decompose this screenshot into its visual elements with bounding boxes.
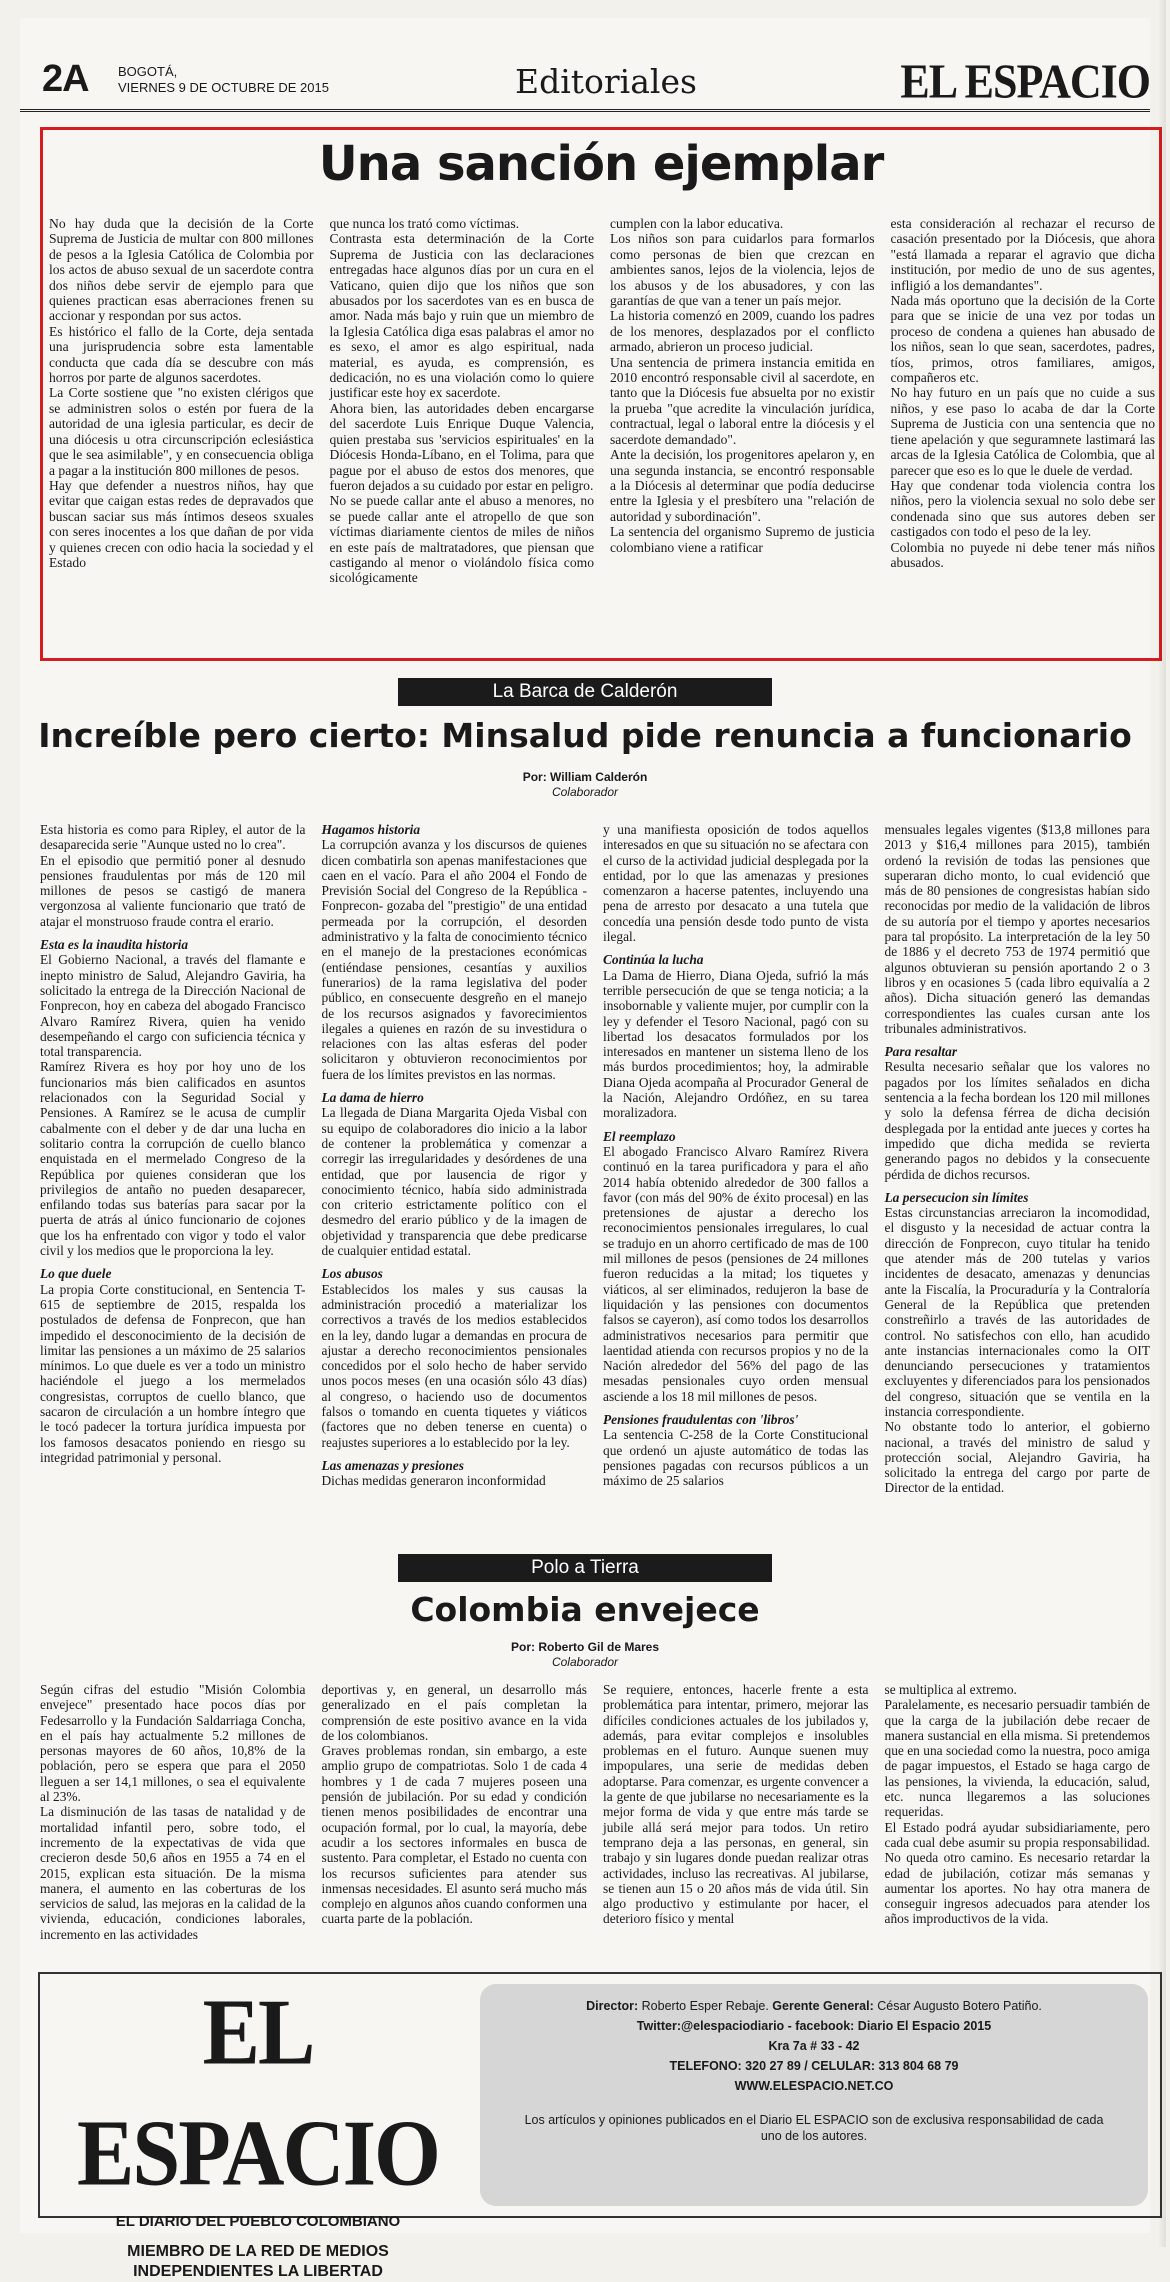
subheading: El reemplazo: [603, 1128, 676, 1144]
address-line: Kra 7a # 33 - 42: [768, 2039, 860, 2053]
byline-author: Por: William Calderón: [522, 770, 648, 784]
article-column: [40, 1682, 306, 1960]
director-name: Roberto Esper Rebaje.: [641, 1999, 769, 2013]
dateline: [118, 64, 329, 96]
paragraph: Establecidos los males y sus causas la administración procedió a materializar los correctivos a través de los medios establecidos en la ley, dando lugar a demandas en procura de ajustar a derecho reconocimientos pensionales concedidos por el solo hecho de haber servido unos pocos meses (en una ocasión sólo 43 días) al congreso, o haciendo uso de documentos falsos o tomando en cuenta tiquetes y viáticos (factores que no deben tenerse en cuenta) o reajustes superiores a lo establecido por la ley.: [321, 1281, 587, 1450]
manager-name: César Augusto Botero Patiño.: [877, 1999, 1042, 2013]
paragraph: El Gobierno Nacional, a través del flamante e inepto ministro de Salud, Alejandro Gaviria, ha solicitado la entrega de la Dirección Nacional de Fonprecon, hoy en cabeza del abogado Francisco Alvaro Ramírez Rivera, quien ha venido desempeñando el cargo con suficiencia técnica y total transparencia.: [40, 952, 306, 1060]
article-column: [603, 822, 869, 1542]
byline-author: Por: Roberto Gil de Mares: [510, 1640, 660, 1654]
column-kicker: La Barca de Calderón: [398, 678, 772, 706]
paragraph: deportivas y, en general, un desarrollo más generalizado en el país completan la comprensión de este positivo avance en la vida de los colombianos.: [321, 1682, 587, 1743]
editorial-column: [891, 216, 1156, 656]
paragraph: El Estado podrá ayudar subsidiariamente, pero cada cual debe asumir su propia responsabilidad. No queda otro camino. Es necesario retardar la edad de jubilación, cotizar más semanas y aumentar los aportes. No hay otra manera de conseguir ingresos adecuados para atender los años improductivos de la vida.: [884, 1819, 1150, 1927]
paragraph: Hay que condenar toda violencia contra los niños, pero la violencia sexual no solo debe ser condenada sino que sus autores deben ser castigados con todo el peso de la ley.: [890, 477, 1155, 540]
paragraph: Los niños son para cuidarlos para formarlos como personas de bien que crezcan en ambientes sanos, lejos de la violencia, lejos de los abusos y de los abusadores, y con las garantías de que van a tener un país mejor.: [610, 231, 875, 309]
article-headline: Colombia envejece: [410, 1590, 760, 1629]
paragraph: No se puede callar ante el abuso a menores, no se puede callar ante el atropello de que son víctimas diariamente cientos de miles de niños en este país de maltratadores, que piensan que castigando al menor o violándolo física como sicológicamente: [329, 493, 594, 586]
article-column: [885, 822, 1151, 1542]
subheading: La dama de hierro: [321, 1090, 424, 1106]
editorial-column: [49, 216, 314, 656]
paragraph: Según cifras del estudio "Misión Colombia envejece" presentado hace pocos días por Fedesarrollo y la Fundación Saldarriaga Concha, en el país hay actualmente 5.2 millones de personas mayores de 60 años, 10,8% de la población, pero se espera que para el 2050 lleguen a ser 14,1 millones, o sea el equivalente al 23%.: [40, 1682, 306, 1805]
paragraph: esta consideración al rechazar el recurso de casación presentado por la Diócesis, que ahora "está llamada a reparar el agravio que dicha institución, por medio de uno de sus agentes, infligió a los demandantes".: [890, 216, 1155, 293]
footer-network: MIEMBRO DE LA RED DE MEDIOS INDEPENDIENTES LA LIBERTAD: [127, 2243, 389, 2280]
byline-role: Colaborador: [551, 785, 619, 799]
paragraph: La sentencia del organismo Supremo de justicia colombiano viene a ratificar: [610, 524, 875, 555]
paragraph: La Dama de Hierro, Diana Ojeda, sufrió la más terrible persecución de que se tenga noticia; a la insobornable y valiente mujer, por cumplir con la ley y defender el Tesoro Nacional, pagó con su libertad los desacatos formulados por los interesados en mantener un sistema lleno de los más burdos procedimientos; hoy, la admirable Diana Ojeda acompaña al Procurador General de la Nación, Alejandro Ordóñez, en su tarea moralizadora.: [603, 967, 869, 1121]
subheading: Para resaltar: [884, 1044, 958, 1060]
paragraph: La propia Corte constitucional, en Sentencia T-615 de septiembre de 2015, respalda los postulados de defensa de Fonprecon, que han impedido el desconocimiento de la decisión de limitar las pensiones a un máximo de 25 salarios mínimos. Lo que duele es ver a todo un ministro haciéndole el juego a los mermelados congresistas, corruptos de cuello blanco, que sacaron de circulación a un hombre íntegro que le tocó padecer la tortura jurídica impuesta por los famosos desacatos poniendo en riesgo su integridad patrimonial y personal.: [40, 1281, 306, 1465]
social-line: Twitter:@elespaciodiario - facebook: Diario El Espacio 2015: [636, 2019, 992, 2033]
editorial-column: [610, 216, 875, 656]
paragraph: No hay futuro en un país que no cuide a sus niños, y ese paso lo acaba de dar la Corte Suprema de Justicia con una sentencia que no tiene apelación y que seguramnete lastimará las arcas de la Iglesia Católica de Colombia, que al parecer que eso es lo que le duele de verdad.: [890, 385, 1155, 478]
subheading: La persecucion sin límites: [884, 1189, 1029, 1205]
paragraph: Resulta necesario señalar que los valores no pagados por los límites señalados en dicha sentencia a la fecha bordean los 120 mil millones y solo la defensa férrea de dicha decisión desplegada por la entidad ante jueces y cortes ha impedido que dicha medida se revierta generando pagos no debidos y la consecuente pérdida de dichos recursos.: [884, 1059, 1150, 1182]
paragraph: Esta historia es como para Ripley, el autor de la desaparecida serie "Aunque usted no lo crea".: [40, 822, 306, 853]
credits-line: [480, 1996, 1148, 2016]
dateline-city: BOGOTÁ,: [118, 64, 178, 79]
byline: [20, 1640, 1150, 1670]
paragraph: y una manifiesta oposición de todos aquellos interesados en que su situación no se afectara con el curso de la actividad judicial desplegada por la entidad, por lo que las amenazas y presiones comenzaron a hacerse patentes, incluyendo una pena de arresto por desacato a una tutela que concedía una pensión desde todo punto de vista ilegal.: [603, 822, 869, 945]
paragraph: se multiplica al extremo.: [884, 1682, 1017, 1697]
footer-logo: EL ESPACIO: [77, 1978, 439, 2206]
subheading: Pensiones fraudulentas con 'libros': [603, 1411, 799, 1427]
subheading: Hagamos historia: [321, 822, 421, 837]
paragraph: Es histórico el fallo de la Corte, deja sentada una jurisprudencia sobre esta lamentable conducta que cada día se descubre con más horros por parte de algunos sacerdotes.: [49, 323, 314, 386]
article-column: [322, 822, 588, 1542]
article-columns: [40, 1682, 1150, 1960]
footer-box: [38, 1972, 1162, 2280]
paragraph: La corrupción avanza y los discursos de quienes dicen combatirla son apenas manifestaciones que caen en el vacío. Para el año 2004 el Fondo de Previsión Social del Congreso de la República - Fonprecon- gozaba del "prestigio" de una entidad permeada por la corrupción, el desorden administrativo y la falta de conocimiento técnico en el manejo de la prestaciones económicas (entiéndase pensiones, cesantías y auxilios funerarios) de la rama legislativa del poder público, en consecuente desgreño en el manejo de los recursos asignados y favorecimientos ilegales a quienes en razón de su investidura o relaciones con las altas esferas del poder solicitaron y obtuvieron reconocimientos por fuera de los límites previstos en las normas.: [321, 837, 587, 1082]
subheading: Lo que duele: [40, 1266, 112, 1282]
masthead: [20, 8, 1150, 112]
editorial-column: [330, 216, 595, 656]
dateline-date: VIERNES 9 DE OCTUBRE DE 2015: [118, 80, 329, 95]
footer-brand: [56, 1978, 460, 2282]
subheading: Continúa la lucha: [603, 952, 704, 968]
paragraph: Ahora bien, las autoridades deben encargarse del sacerdote Luis Enrique Duque Valencia, quien prestaba sus 'servicios espirituales' en la Diócesis Honda-Líbano, en el Tolima, para que pague por el abuso de estos dos menores, que fueron dejados a su cuidado por estar en peligro.: [329, 400, 594, 493]
paragraph: En el episodio que permitió poner al desnudo pensiones fraudulentas por más de 120 mil millones de pesos se castigó de manera vergonzosa al valiente funcionario que trató de atajar el monstruoso fraude contra el erario.: [40, 852, 306, 929]
page-number: 2A: [42, 58, 89, 100]
paragraph: La disminución de las tasas de natalidad y de mortalidad infantil pero, sobre todo, el incremento de la expectativas de vida que crecieron desde 50,6 años en 1955 a 74 en el 2015, explican esta situación. De la misma manera, el aumento en las coberturas de los servicios de salud, las mejoras en la calidad de la vivienda, educación, condiciones laborales, incremento en las actividades: [40, 1804, 306, 1942]
paragraph: Colombia no puyede ni debe tener más niños abusados.: [890, 539, 1155, 570]
paragraph: Se requiere, entonces, hacerle frente a esta problemática para intentar, primero, mejorar las difíciles condiciones actuales de los jubilados y, además, para evitar complejos e insolubles problemas en el futuro. Aunque suenen muy impopulares, una serie de medidas deben adoptarse. Para comenzar, es urgente convencer a la gente de que jubilarse no necesariamente es la mejor forma de vida y que entre más tarde se jubile allá será mejor para todos. Un retiro temprano deja a las personas, en general, sin trabajo y sin lugares donde puedan realizar otras actividades, incluso las recreativas. Al jubilarse, se tienen aun 15 o 20 años más de vida útil. Sin algo productivo y estimulante por hacer, el deterioro físico y mental: [603, 1682, 869, 1927]
paragraph: La sentencia C-258 de la Corte Constitucional que ordenó un ajuste automático de todas las pensiones pagadas con recursos públicos a un máximo de 25 salarios: [603, 1427, 869, 1489]
article-column: [322, 1682, 588, 1960]
paragraph: Contrasta esta determinación de la Corte Suprema de Justicia con las declaraciones entregadas hace algunos días por un cura en el Vaticano, quien dijo que los niños que son abusados por los sacerdotes van es en busca de amor. Nada más bajo y ruin que un miembro de la Iglesia Católica diga esas palabras el amor no es sexo, el amor es algo espiritual, nada material, es ayuda, es comprensión, es dedicación, no es una violación como lo quiere justificar este hoy ex sacerdote.: [329, 231, 594, 401]
page-fold-shadow: [1158, 0, 1166, 2247]
article-columns: [40, 822, 1150, 1542]
byline-role: Colaborador: [551, 1655, 619, 1669]
editorial-columns: [49, 216, 1155, 656]
paragraph: Nada más oportuno que la decisión de la Corte para que se inicie de una vez por todas un proceso de condena a quienes han abusado de los niños, sean lo que sean, sacerdotes, padres, tíos, primos, otros familiares, amigos, compañeros etc.: [890, 293, 1155, 386]
paragraph: Hay que defender a nuestros niños, hay que evitar que caigan estas redes de depravados que buscan saciar sus más íntimos deseos sxuales con seres inocentes a los que dañan de por vida y quienes crecen con odio hacia la sociedad y el Estado: [49, 477, 314, 570]
byline: [20, 770, 1150, 800]
article-column: [603, 1682, 869, 1960]
article-headline: Increíble pero cierto: Minsalud pide renuncia a funcionario: [38, 716, 1132, 755]
editorial-box: [40, 127, 1162, 661]
paragraph: Una sentencia de primera instancia emitida en 2010 encontró responsable civil al sacerdote, en tanto que la Diócesis fue absuelta por no existir la prueba "que acredite la vinculación jurídica, contractual, legal o laboral entre la diócesis y el sacerdote demandado".: [610, 354, 875, 447]
subheading: Los abusos: [321, 1266, 383, 1282]
paragraph: Ante la decisión, los progenitores apelaron y, en una segunda instancia, se encontró responsable a la Diócesis al determinar que podía deducirse entre la Iglesia y el presbítero una "relación de autoridad y subordinación".: [610, 447, 875, 524]
paragraph: No obstante todo lo anterior, el gobierno nacional, a través del ministro de salud y protección social, Alejandro Gaviria, ha solicitado la entrega del cargo por parte de Director de la entidad.: [884, 1419, 1150, 1496]
paragraph: Graves problemas rondan, sin embargo, a este amplio grupo de compatriotas. Solo 1 de cada 4 hombres y 1 de cada 7 mujeres poseen una pensión de jubilación. Por su edad y condición tienen menos posibilidades de encontrar una ocupación formal, por lo cual, la mayoría, debe acudir a los sectores informales en busca de sustento. Para completar, el Estado no cuenta con los recursos suficientes para atender sus inmensas necesidades. El asunto será mucho más complejo en algunos años cuando conformen una cuarta parte de la población.: [321, 1743, 587, 1927]
paragraph: que nunca los trató como víctimas.: [329, 216, 520, 231]
paragraph: Dichas medidas generaron inconformidad: [321, 1473, 546, 1489]
footer-credits: [480, 1984, 1148, 2206]
disclaimer: Los artículos y opiniones publicados en el Diario EL ESPACIO son de exclusiva responsabilidad de cada uno de los autores.: [524, 2113, 1104, 2143]
paragraph: La historia comenzó en 2009, cuando los padres de los menores, desplazados por el conflicto armado, abrieron un proceso judicial.: [610, 308, 875, 355]
subheading: Esta es la inaudita historia: [40, 937, 189, 953]
subheading: Las amenazas y presiones: [321, 1457, 464, 1473]
section-title: Editoriales: [515, 62, 697, 101]
editorial-headline: Una sanción ejemplar: [318, 136, 884, 192]
paragraph: Ramírez Rivera es hoy por hoy uno de los funcionarios más bien calificados en asuntos relacionados con la Seguridad Social y Pensiones. A Ramírez se le acusa de cumplir cabalmente con el deber y de dar una lucha en solitario contra la corrupción de cuello blanco enquistada en el mermelado Congreso de la República por quienes consideran que los privilegios de antaño no pueden desaparecer, enfilando todas sus baterías para sacar por la puerta de atrás al único funcionario de cojones que los ha enfrentado con vigor y todo el valor civil y los medios que le proporciona la ley.: [40, 1059, 306, 1259]
paragraph: El abogado Francisco Alvaro Ramírez Rivera continuó en la tarea purificadora y para el año 2014 había obtenido alrededor de 300 fallos a favor (con más del 90% de éxito procesal) en las pretensiones de ajustar a derecho los reconocimientos pensionales irregulares, lo cual se tradujo en un ahorro certificado de mas de 100 mil millones de pesos (pensiones de 24 millones fueron reducidas a la mitad; los tiquetes y viáticos, al ser eliminados, redujeron la base de liquidación y las pensiones con documentos falsos se cayeron), así como todos los desarrollos administrativos necesarios para permitir que laentidad atienda con recursos propios y no de la Nación alrededor del 56% del pago de las mesadas pensionales cuyo orden mensual asciende a los 18 mil millones de pesos.: [603, 1143, 869, 1404]
paragraph: La llegada de Diana Margarita Ojeda Visbal con su equipo de colaboradores dio inicio a la labor de contener la problemática y comenzar a corregir las irregularidades y desórdenes de una entidad, que por lausencia de rigor y conocimiento técnico, había sido administrada con criterio estrictamente político con el desmedro del erario público y de la imagen de objetividad y transparencia que debe predicarse de cualquier entidad estatal.: [321, 1105, 587, 1259]
paragraph: cumplen con la labor educativa.: [610, 216, 784, 231]
paragraph: Estas circunstancias arreciaron la incomodidad, el disgusto y la necesidad de actuar contra la dirección de Fonprecon, cuyo titular ha tenido que atender más de 200 tutelas y varios incidentes de desacato, amenazas y denuncias ante la Fiscalía, la Procuraduría y la Contraloría General de la República que pretenden constreñirlo a través de las autoridades de control. No satisfechos con ello, han acudido ante instancias internacionales como la OIT denunciando persecuciones y tratamientos excluyentes y diferenciados para los pensionados del congreso, situación que se ventila en la instancia correspondiente.: [884, 1205, 1150, 1419]
website-line[interactable]: WWW.ELESPACIO.NET.CO: [734, 2079, 894, 2093]
director-label: Director:: [586, 1999, 639, 2013]
phone-line: TELEFONO: 320 27 89 / CELULAR: 313 804 68 79: [669, 2059, 959, 2073]
article-column: [885, 1682, 1151, 1960]
paragraph: La Corte sostiene que "no existen clérigos que se administren solos o estén por fuera de la autoridad de una iglesia particular, es decir de una diócesis u otra circunscripción eclesiástica que le sea asimilable", y en consecuencia obliga a pagar a la institución 800 millones de pesos.: [49, 385, 314, 478]
paragraph: mensuales legales vigentes ($13,8 millones para 2013 y $16,4 millones para 2015), también ordenó la revisión de todas las pensiones que superaran dicho monto, lo cual evidenció que más de 80 pensiones de congresistas habían sido reconocidas por medio de la validación de libros de su autoría por el tiempo y aportes necesarios para tal propósito. La interpretación de la ley 50 de 1886 y el decreto 753 de 1974 permitió que algunos obtuvieran su pensión aportando 2 o 3 libros y en ocasiones 5 (cada libro equivalía a 2 años). Dicha situación generó las demandas correspondientes las cuales cursan ante los tribunales administrativos.: [884, 822, 1150, 1036]
paragraph: No hay duda que la decisión de la Corte Suprema de Justicia de multar con 800 millones de pesos a la Iglesia Católica de Colombia por los actos de abuso sexual de un sacerdote contra dos niños debe servir de ejemplo para que quienes practican esas aberraciones frenen su accionar y respondan por sus actos.: [49, 216, 314, 324]
manager-label: Gerente General:: [772, 1999, 874, 2013]
paper-logo: EL ESPACIO: [900, 54, 1150, 109]
column-kicker: Polo a Tierra: [398, 1554, 772, 1582]
article-column: [40, 822, 306, 1542]
footer-tagline: EL DIARIO DEL PUEBLO COLOMBIANO: [115, 2213, 401, 2230]
paragraph: Paralelamente, es necesario persuadir también de que la carga de la jubilación debe recaer de manera sustancial en ella misma. Si pretendemos que en una sociedad como la nuestra, poco amiga de pagar impuestos, el Estado se haga cargo de las pensiones, la vivienda, la educación, salud, etc. nunca llegaremos a las soluciones requeridas.: [884, 1697, 1150, 1820]
